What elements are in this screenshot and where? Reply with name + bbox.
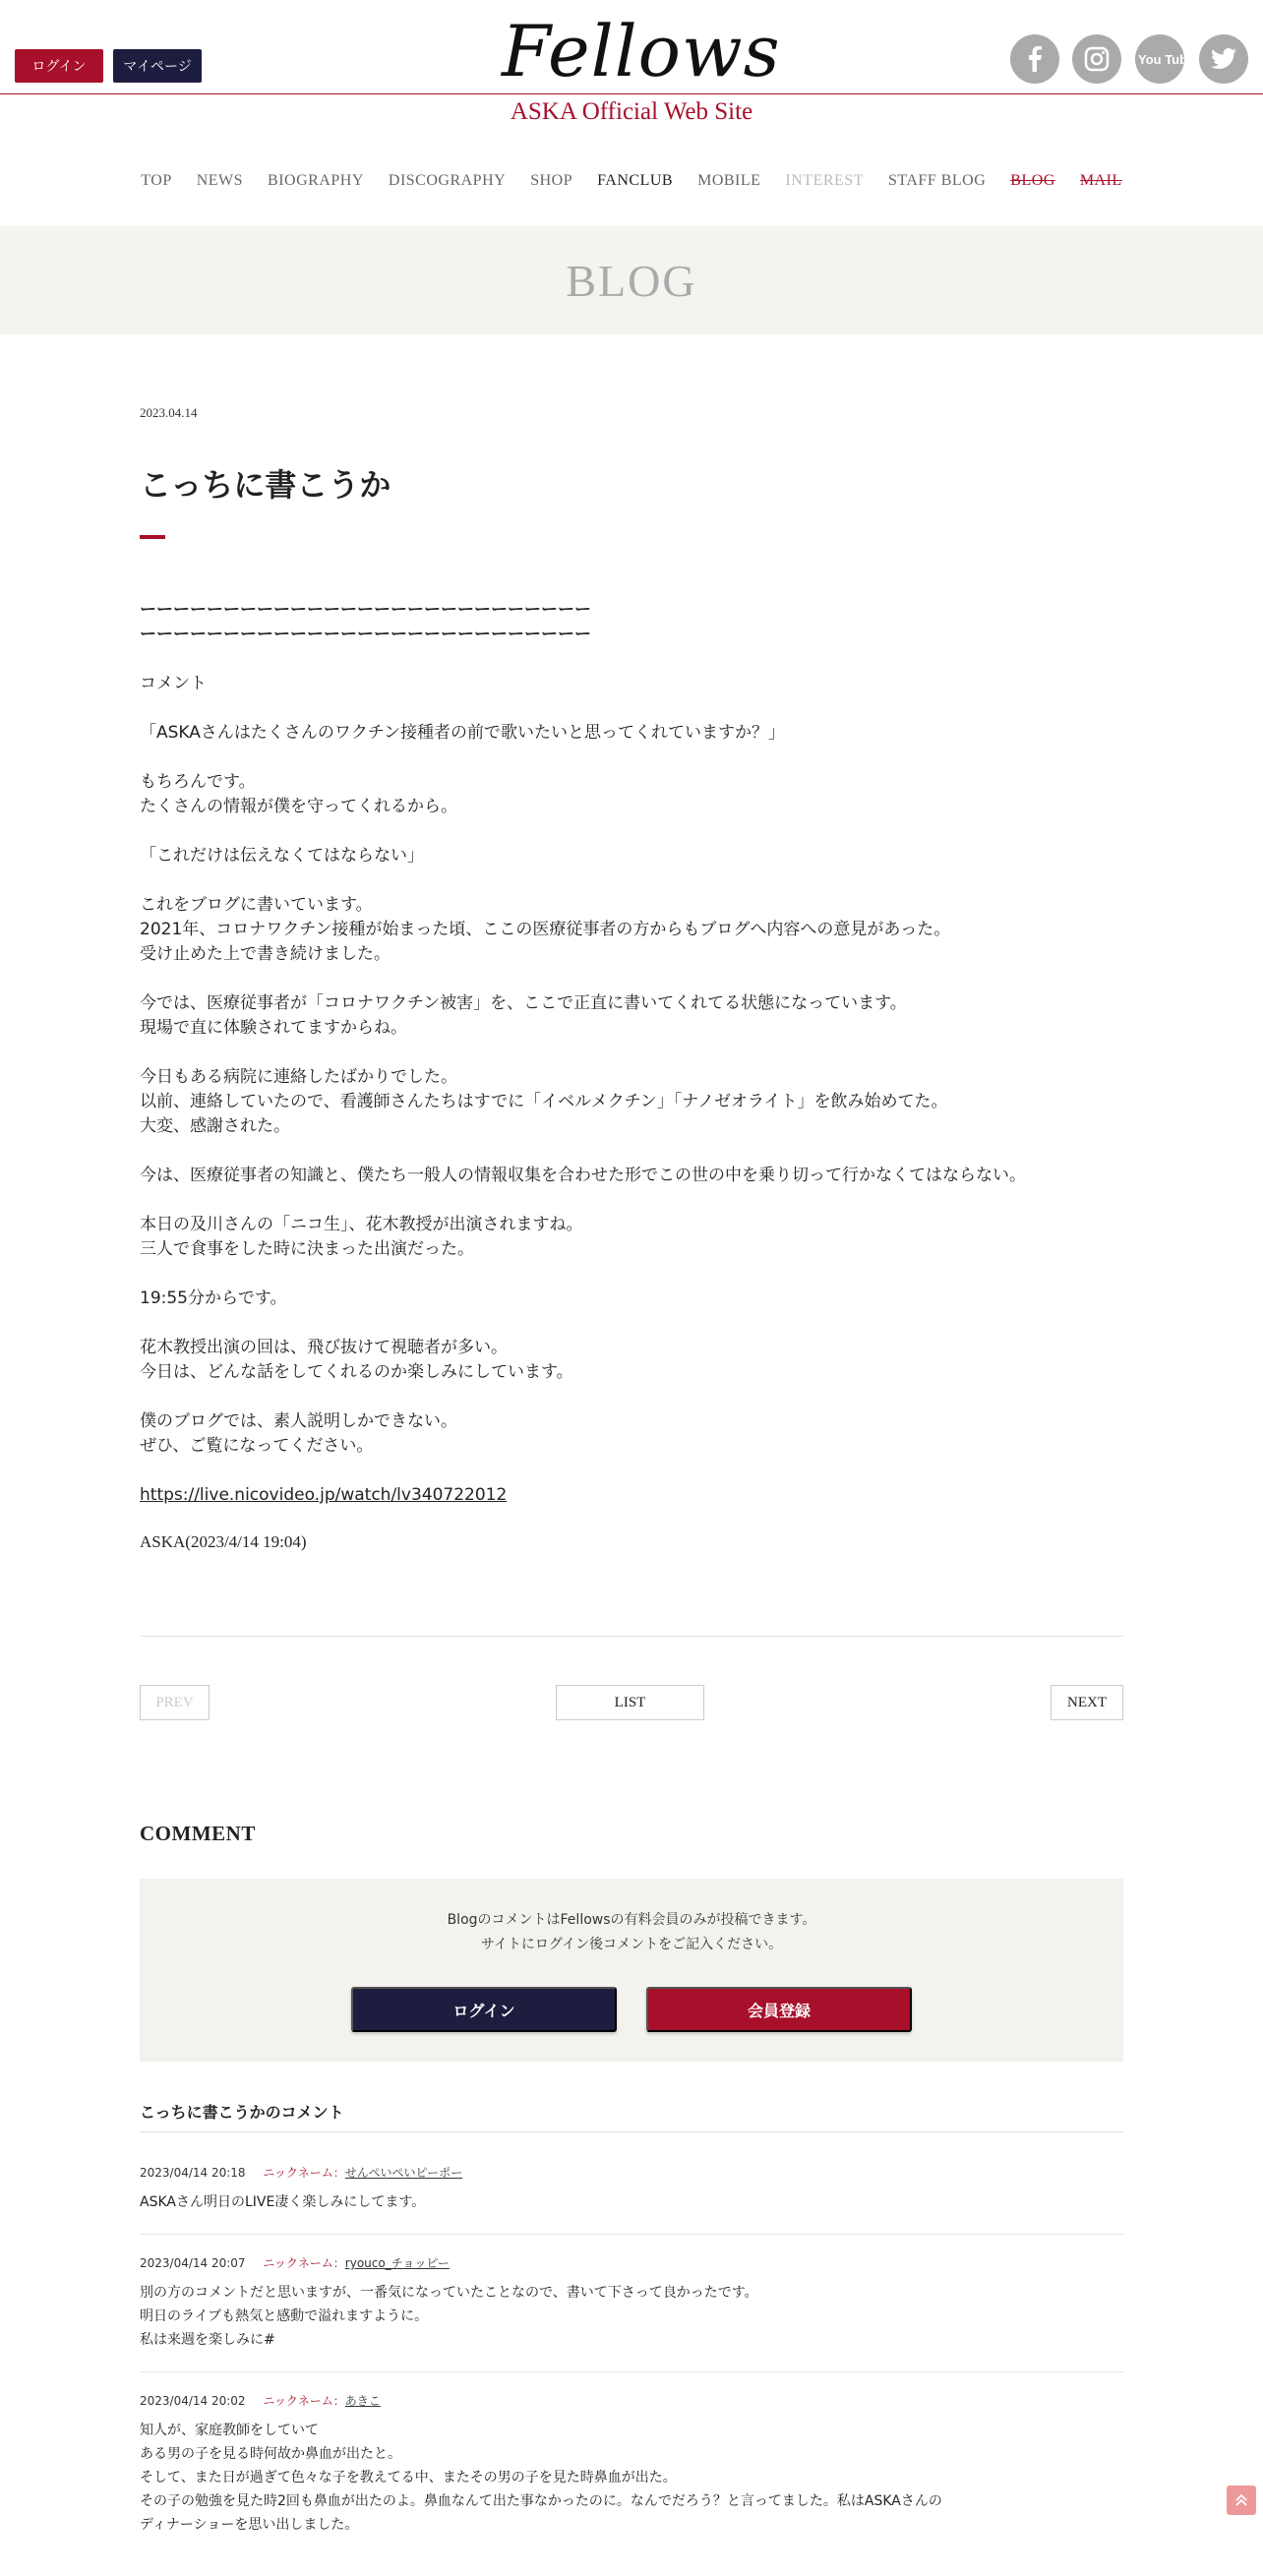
post-line: 大変、感謝された。 <box>140 1116 290 1136</box>
post-paragraph: 「ASKAさんはたくさんのワクチン接種者の前で歌いたいと思ってくれていますか？」 <box>140 723 786 743</box>
comment-nickname[interactable]: せんぺいぺいピーポー <box>344 2166 463 2180</box>
prev-button[interactable]: PREV <box>140 1685 210 1720</box>
header-divider <box>0 93 1263 94</box>
comment-note-line: BlogのコメントはFellowsの有料会員のみが投稿できます。 <box>447 1912 816 1928</box>
comment-meta <box>140 2254 1123 2271</box>
comment-heading: COMMENT <box>140 1822 256 1845</box>
youtube-icon[interactable] <box>1135 34 1195 84</box>
page-title: BLOG <box>566 255 697 306</box>
post-body <box>140 598 1123 1508</box>
separator-line: ーーーーーーーーーーーーーーーーーーーーーーーーーーー <box>140 625 591 644</box>
list-button[interactable]: LIST <box>556 1685 704 1720</box>
post-paragraph: 19:55分からです。 <box>140 1288 287 1308</box>
comment-time: 2023/04/14 20:07 <box>140 2256 246 2270</box>
comment-line: そして、また日が過ぎて色々な子を教えてる中、またその男の子を見た時鼻血が出た。 <box>140 2470 677 2486</box>
post-paragraph <box>140 770 1123 819</box>
comment-nickname[interactable]: あきこ <box>344 2394 381 2408</box>
page-banner <box>0 226 1263 334</box>
main-nav <box>0 172 1263 190</box>
instagram-icon[interactable] <box>1072 34 1121 84</box>
nickname-label: ニックネーム： <box>263 2166 345 2180</box>
next-button[interactable]: NEXT <box>1051 1685 1123 1720</box>
comment-list <box>140 2164 1123 2576</box>
nav-top[interactable]: TOP <box>141 172 172 189</box>
comment-meta <box>140 2164 1123 2181</box>
post-signature: ASKA(2023/4/14 19:04) <box>140 1532 307 1551</box>
comment-line: 別の方のコメントだと思いますが、一番気になっていたことなので、書いて下さって良かったです。 <box>140 2285 758 2301</box>
comment-body <box>140 2190 1123 2214</box>
nickname-label: ニックネーム： <box>263 2394 345 2408</box>
nav-fanclub[interactable]: FANCLUB <box>597 172 674 189</box>
logo-text: Fellows <box>502 10 781 92</box>
comment-item <box>140 2254 1123 2372</box>
post-paragraph: 「これだけは伝えなくてはならない」 <box>140 846 424 866</box>
comment-meta <box>140 2392 1123 2409</box>
mypage-button[interactable]: マイページ <box>113 49 202 83</box>
post-line: 現場で直に体験されてますからね。 <box>140 1018 407 1038</box>
back-to-top-icon[interactable] <box>1227 2486 1256 2515</box>
nav-news[interactable]: NEWS <box>196 172 244 189</box>
comments-list-title: こっちに書こうかのコメント <box>140 2103 344 2122</box>
youtube-text: You Tube <box>1138 52 1195 67</box>
nav-shop[interactable]: SHOP <box>530 172 573 189</box>
comment-item <box>140 2392 1123 2556</box>
comment-line: ある男の子を見る時何故か鼻血が出たと。 <box>140 2446 401 2462</box>
nav-biography[interactable]: BIOGRAPHY <box>268 172 364 189</box>
post-paragraph: コメント <box>140 674 207 693</box>
login-button[interactable]: ログイン <box>15 49 103 83</box>
post-line: 受け止めた上で書き続けました。 <box>140 944 391 964</box>
comment-line: 私は来週を楽しみに# <box>140 2332 275 2348</box>
comments-divider <box>140 2131 1123 2132</box>
register-button[interactable]: 会員登録 <box>646 1987 912 2032</box>
post-line: 三人で食事をした時に決まった出演だった。 <box>140 1239 474 1259</box>
nav-staff-blog[interactable]: STAFF BLOG <box>887 172 987 189</box>
post-date: 2023.04.14 <box>140 405 198 420</box>
post-line: 本日の及川さんの「ニコ生」、花木教授が出演されますね。 <box>140 1215 583 1234</box>
post-paragraph <box>140 1213 1123 1262</box>
comment-login-box <box>140 1879 1123 2062</box>
post-line: たくさんの情報が僕を守ってくれるから。 <box>140 797 457 816</box>
post-line: ぜひ、ご覧になってください。 <box>140 1436 374 1456</box>
post-line: これをブログに書いています。 <box>140 895 373 915</box>
post-line: もちろんです。 <box>140 772 256 792</box>
post-paragraph <box>140 1483 1123 1508</box>
post-line: 花木教授出演の回は、飛び抜けて視聴者が多い。 <box>140 1338 508 1357</box>
post-line: 今日もある病院に連絡したばかりでした。 <box>140 1067 457 1087</box>
comment-note <box>140 1908 1123 1957</box>
facebook-icon[interactable] <box>1010 34 1059 84</box>
post-title: こっちに書こうか <box>140 466 391 504</box>
comment-line: 知人が、家庭教師をしていて <box>140 2423 319 2438</box>
post-line: 以前、連絡していたので、看護師さんたちはすでに「イベルメクチン」「ナノゼオライト」を飲み始めてた。 <box>140 1092 948 1111</box>
nav-mail[interactable]: MAIL <box>1079 172 1122 189</box>
post-paragraph: 今は、医療従事者の知識と、僕たち一般人の情報収集を合わせた形でこの世の中を乗り切って行かなくてはならない。 <box>140 1166 1026 1185</box>
comment-item <box>140 2164 1123 2235</box>
title-accent-bar <box>140 535 165 539</box>
comment-line: ディナーショーを思い出しました。 <box>140 2517 359 2533</box>
comment-nickname[interactable]: ryouco_チョッピー <box>344 2256 450 2270</box>
site-logo[interactable] <box>502 10 781 92</box>
comment-body <box>140 2419 1123 2537</box>
nicovideo-link[interactable]: https://live.nicovideo.jp/watch/lv340722012 <box>140 1485 508 1505</box>
nav-discography[interactable]: DISCOGRAPHY <box>388 172 507 189</box>
comment-time: 2023/04/14 20:02 <box>140 2394 246 2408</box>
post-line: 今では、医療従事者が「コロナワクチン被害」を、ここで正直に書いてくれてる状態になっています。 <box>140 993 907 1013</box>
site-header <box>0 0 1263 226</box>
post-paragraph <box>140 1065 1123 1139</box>
nav-interest[interactable]: INTEREST <box>785 172 864 189</box>
comment-line: ASKAさん明日のLIVE凄く楽しみにしてます。 <box>140 2194 426 2210</box>
comment-line: その子の勉強を見た時2回も鼻血が出たのよ。鼻血なんて出た事なかったのに。なんでだろう？と言ってました。私はASKAさんの <box>140 2493 942 2509</box>
post-divider <box>140 1636 1123 1637</box>
post-paragraph <box>140 991 1123 1041</box>
post-line: 2021年、コロナワクチン接種が始まった頃、ここの医療従事者の方からもブログへ内容への意見があった。 <box>140 920 951 939</box>
comment-note-line: サイトにログイン後コメントをご記入ください。 <box>480 1937 783 1952</box>
twitter-icon[interactable] <box>1199 34 1248 84</box>
nav-mobile[interactable]: MOBILE <box>697 172 761 189</box>
nickname-label: ニックネーム： <box>263 2256 345 2270</box>
comment-login-button[interactable]: ログイン <box>351 1987 617 2032</box>
post-separator <box>140 598 1123 647</box>
post-line: 今日は、どんな話をしてくれるのか楽しみにしています。 <box>140 1362 573 1382</box>
post-paragraph <box>140 1409 1123 1459</box>
comment-line: 明日のライブも熱気と感動で溢れますように。 <box>140 2308 429 2324</box>
separator-line: ーーーーーーーーーーーーーーーーーーーーーーーーーーー <box>140 600 591 620</box>
post-paragraph <box>140 893 1123 967</box>
post-paragraph <box>140 1336 1123 1385</box>
site-subtitle: ASKA Official Web Site <box>510 98 753 125</box>
comment-time: 2023/04/14 20:18 <box>140 2166 246 2180</box>
comment-body <box>140 2281 1123 2352</box>
blog-post <box>140 405 1123 1552</box>
post-line: 僕のブログでは、素人説明しかできない。 <box>140 1411 457 1431</box>
nav-blog[interactable]: BLOG <box>1010 172 1055 189</box>
